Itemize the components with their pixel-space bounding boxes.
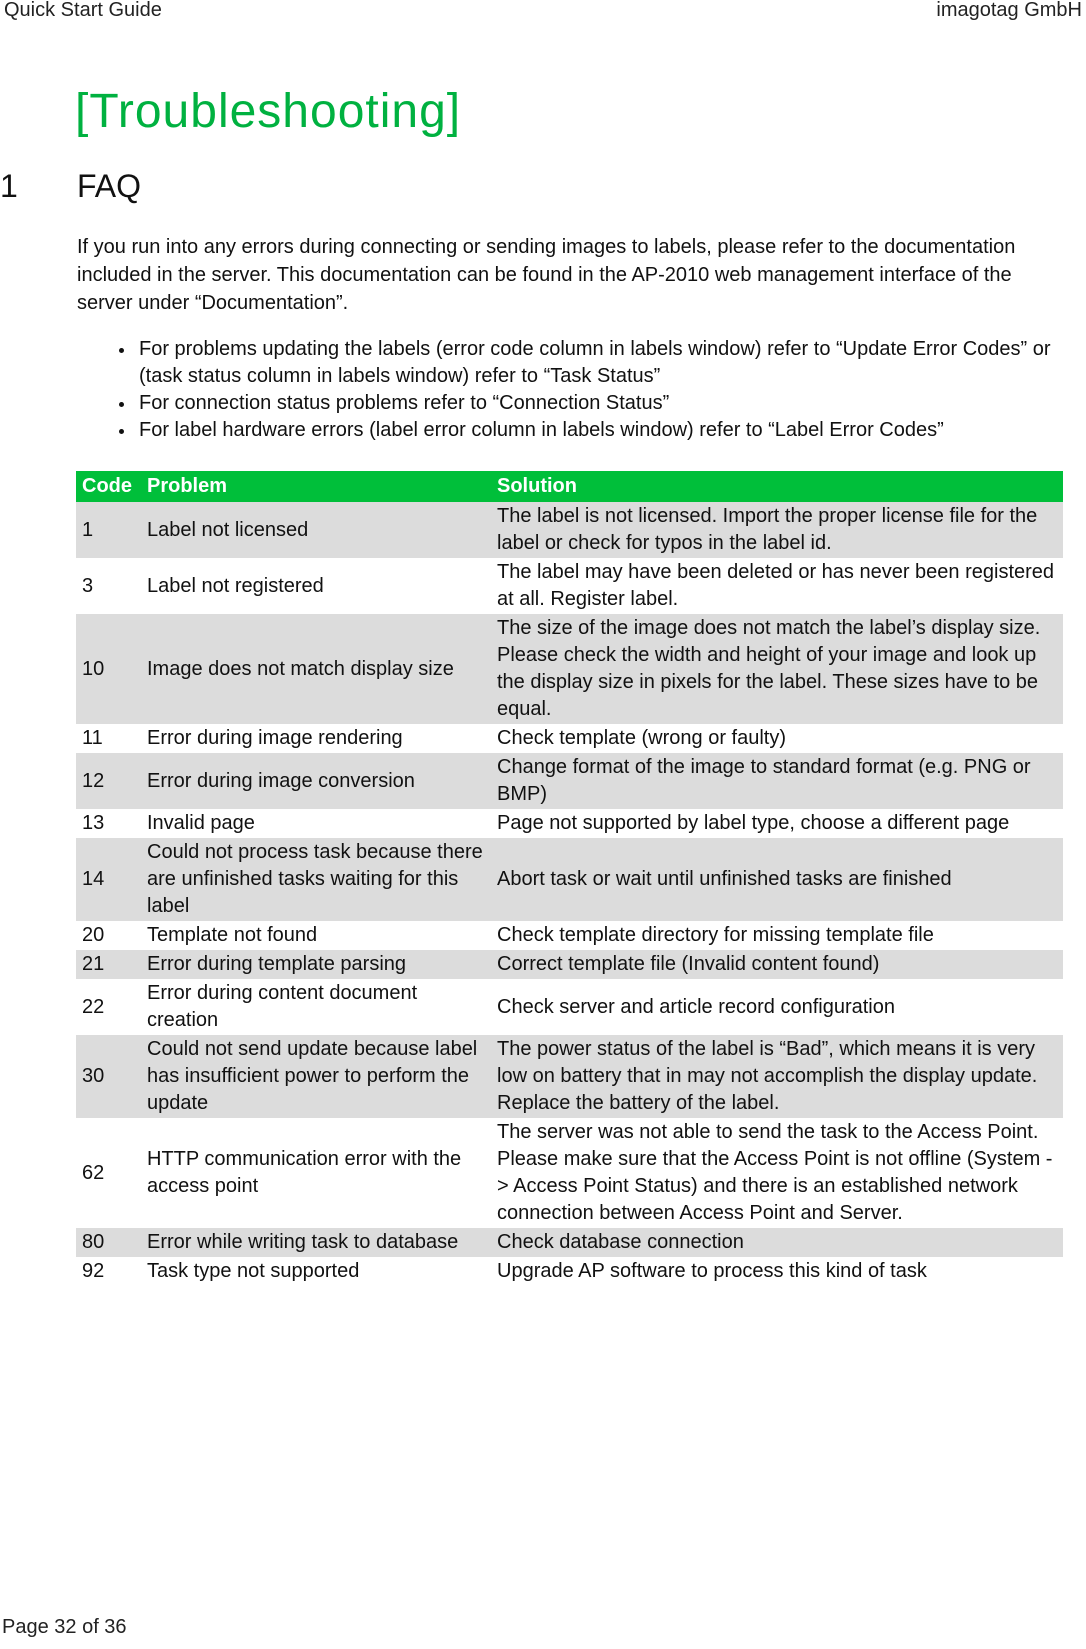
problem-cell: Error during image conversion <box>141 753 491 809</box>
table-row <box>76 724 1063 753</box>
table-row <box>76 1035 1063 1118</box>
problem-cell: HTTP communication error with the access point <box>147 1148 462 1197</box>
list-item: For label hardware errors (label error column in labels window) refer to “Label Error Codes” <box>77 417 1077 444</box>
code-cell: 10 <box>76 614 141 724</box>
table-row <box>76 1118 1063 1228</box>
table-row <box>76 979 1063 1035</box>
table-row <box>76 502 1063 558</box>
problem-cell: Label not licensed <box>141 502 491 558</box>
solution-cell: The server was not able to send the task to the Access Point. Please make sure that the Access Point is not offline (System -> Access Point Status) and there is an established network connection between Access Point and Server. <box>497 1121 1053 1224</box>
solution-cell: Abort task or wait until unfinished tasks are finished <box>491 838 1063 921</box>
document-header-right: imagotag GmbH <box>936 0 1082 21</box>
code-cell: 11 <box>82 727 103 749</box>
chapter-title: [Troubleshooting] <box>75 85 462 138</box>
section-title: FAQ <box>77 168 142 204</box>
problem-cell: Error during content document creation <box>147 982 418 1031</box>
code-cell: 30 <box>76 1035 141 1118</box>
list-item: For problems updating the labels (error code column in labels window) refer to “Update Error Codes” or (task status column in labels window) refer to “Task Status” <box>77 336 1077 390</box>
reference-list <box>77 336 1077 444</box>
solution-cell: The label may have been deleted or has never been registered at all. Register label. <box>497 561 1055 610</box>
problem-cell: Could not send update because label has insufficient power to perform the update <box>141 1035 491 1118</box>
table-header-row <box>76 471 1063 502</box>
problem-cell: Template not found <box>147 924 318 946</box>
problem-cell: Error while writing task to database <box>141 1228 491 1257</box>
solution-cell: Upgrade AP software to process this kind of task <box>497 1260 927 1282</box>
table-row <box>76 1257 1063 1286</box>
section-heading <box>0 168 141 205</box>
code-cell: 62 <box>82 1161 105 1184</box>
problem-cell: Error during template parsing <box>141 950 491 979</box>
problem-cell: Error during image rendering <box>147 727 403 749</box>
code-cell: 92 <box>82 1260 105 1282</box>
code-cell: 14 <box>76 838 141 921</box>
solution-cell: Check server and article record configuration <box>497 995 895 1018</box>
code-cell: 22 <box>82 995 105 1018</box>
problem-cell: Image does not match display size <box>141 614 491 724</box>
column-header-code: Code <box>76 471 141 502</box>
problem-cell: Label not registered <box>147 574 324 597</box>
list-item: For connection status problems refer to “Connection Status” <box>77 390 1077 417</box>
column-header-problem: Problem <box>141 471 491 502</box>
table-row <box>76 838 1063 921</box>
column-header-solution: Solution <box>491 471 1063 502</box>
code-cell: 13 <box>82 812 105 834</box>
solution-cell: The size of the image does not match the label’s display size. Please check the width and height of your image and look up the display size in pixels for the label. These sizes have to be equal. <box>491 614 1063 724</box>
solution-cell: Check template (wrong or faulty) <box>497 727 787 749</box>
table-row <box>76 614 1063 724</box>
problem-cell: Invalid page <box>147 812 255 834</box>
table-row <box>76 950 1063 979</box>
solution-cell: Check template directory for missing template file <box>497 924 934 946</box>
problem-cell: Could not process task because there are unfinished tasks waiting for this label <box>141 838 491 921</box>
table-row <box>76 921 1063 950</box>
solution-cell: Page not supported by label type, choose a different page <box>497 812 1010 834</box>
solution-cell: The label is not licensed. Import the proper license file for the label or check for typos in the label id. <box>491 502 1063 558</box>
code-cell: 21 <box>76 950 141 979</box>
table-row <box>76 809 1063 838</box>
section-number: 1 <box>0 168 18 204</box>
code-cell: 80 <box>76 1228 141 1257</box>
solution-cell: The power status of the label is “Bad”, which means it is very low on battery that in may not accomplish the display update. Replace the battery of the label. <box>491 1035 1063 1118</box>
solution-cell: Check database connection <box>491 1228 1063 1257</box>
problem-cell: Task type not supported <box>147 1260 360 1282</box>
solution-cell: Change format of the image to standard format (e.g. PNG or BMP) <box>491 753 1063 809</box>
table-row <box>76 753 1063 809</box>
solution-cell: Correct template file (Invalid content found) <box>491 950 1063 979</box>
table-row <box>76 558 1063 614</box>
page-number: Page 32 of 36 <box>2 1616 127 1638</box>
code-cell: 1 <box>76 502 141 558</box>
code-cell: 12 <box>76 753 141 809</box>
error-code-table <box>76 471 1063 1286</box>
table-row <box>76 1228 1063 1257</box>
code-cell: 20 <box>82 924 105 946</box>
intro-paragraph: If you run into any errors during connecting or sending images to labels, please refer to the documentation included in the server. This documentation can be found in the AP-2010 web management interface of the server under “Documentation”. <box>77 236 1016 314</box>
code-cell: 3 <box>82 574 94 597</box>
document-header-left: Quick Start Guide <box>4 0 162 21</box>
